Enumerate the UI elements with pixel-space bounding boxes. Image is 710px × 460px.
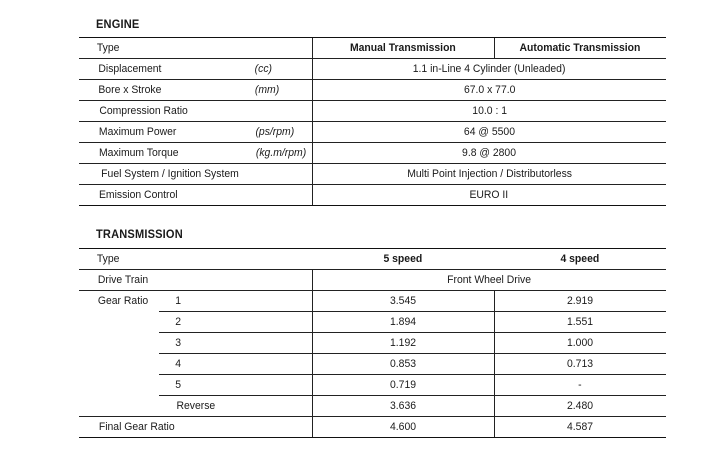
engine-row-emission-control: Emission Control EURO II [79, 185, 666, 206]
gear-row-reverse: Reverse 3.636 2.480 [79, 396, 666, 417]
gear-row-2: 2 1.894 1.551 [79, 312, 666, 333]
engine-row-displacement: Displacement (cc) 1.1 in-Line 4 Cylinder (Unleaded) [79, 59, 666, 80]
four-speed-header: 4 speed [494, 249, 666, 270]
engine-row-fuel-ignition: Fuel System / Ignition System Multi Point Injection / Distributorless [79, 164, 666, 185]
manual-transmission-header: Manual Transmission [312, 38, 494, 59]
transmission-spec-table [79, 248, 666, 438]
engine-row-maximum-torque: Maximum Torque (kg.m/rpm) 9.8 @ 2800 [79, 143, 666, 164]
automatic-transmission-header: Automatic Transmission [494, 38, 666, 59]
transmission-row-drive-train: Drive Train Front Wheel Drive [79, 270, 666, 291]
transmission-header-row [79, 249, 666, 270]
gear-row-5: 5 0.719 - [79, 375, 666, 396]
engine-type-label: Type [79, 38, 312, 59]
transmission-section-title: TRANSMISSION [96, 227, 183, 241]
gear-ratio-label: Gear Ratio [79, 291, 159, 312]
engine-header-row [79, 38, 666, 59]
engine-row-maximum-power: Maximum Power (ps/rpm) 64 @ 5500 [79, 122, 666, 143]
engine-row-compression-ratio: Compression Ratio 10.0 : 1 [79, 101, 666, 122]
final-gear-ratio-row: Final Gear Ratio 4.600 4.587 [79, 417, 666, 438]
engine-row-bore-stroke: Bore x Stroke (mm) 67.0 x 77.0 [79, 80, 666, 101]
engine-section-title: ENGINE [96, 17, 140, 31]
transmission-type-label: Type [79, 249, 312, 270]
gear-row-1: Gear Ratio 1 3.545 2.919 [79, 291, 666, 312]
gear-row-4: 4 0.853 0.713 [79, 354, 666, 375]
gear-row-3: 3 1.192 1.000 [79, 333, 666, 354]
five-speed-header: 5 speed [312, 249, 494, 270]
engine-spec-table [79, 37, 666, 206]
